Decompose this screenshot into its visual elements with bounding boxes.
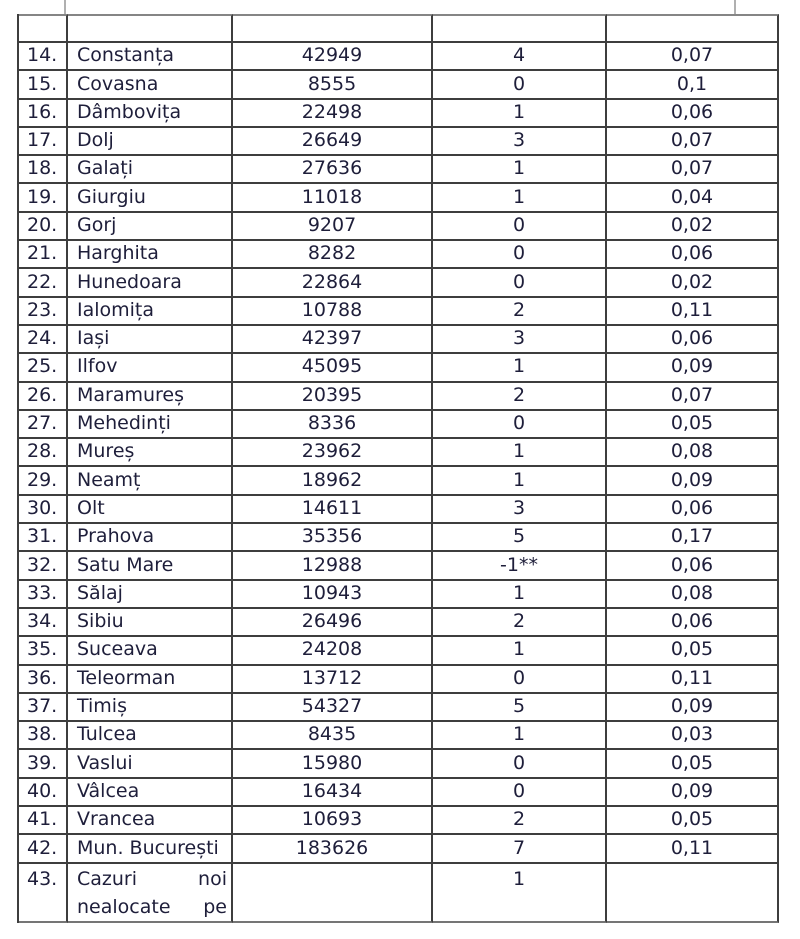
row-number-cell: 16. — [19, 100, 68, 128]
total-cases-cell: 14611 — [233, 496, 433, 524]
incidence-cell: 0,02 — [607, 269, 779, 297]
incidence-cell: 0,09 — [607, 779, 779, 807]
row-number-cell: 35. — [19, 637, 68, 665]
incidence-cell: 0,06 — [607, 326, 779, 354]
total-cases-cell: 10943 — [233, 581, 433, 609]
county-cell: Iași — [68, 326, 233, 354]
county-cell: Mehedinți — [68, 411, 233, 439]
row-number-cell: 31. — [19, 524, 68, 552]
page-crop-mark-left — [64, 0, 66, 15]
total-cases-cell: 8555 — [233, 71, 433, 99]
row-number-cell: 17. — [19, 128, 68, 156]
incidence-cell: 0,09 — [607, 694, 779, 722]
table-row — [19, 552, 779, 580]
total-cases-cell: 18962 — [233, 467, 433, 495]
total-cases-cell: 9207 — [233, 213, 433, 241]
row-number-cell: 30. — [19, 496, 68, 524]
incidence-cell: 0,07 — [607, 383, 779, 411]
new-cases-cell: 3 — [433, 496, 607, 524]
incidence-cell: 0,11 — [607, 298, 779, 326]
row-number-cell: 29. — [19, 467, 68, 495]
county-cell: Covasna — [68, 71, 233, 99]
county-cell: Constanța — [68, 43, 233, 71]
table-row — [19, 864, 779, 923]
header-cell — [433, 14, 607, 43]
table-row — [19, 637, 779, 665]
county-cell: Maramureș — [68, 383, 233, 411]
incidence-cell: 0,06 — [607, 496, 779, 524]
new-cases-cell: 5 — [433, 694, 607, 722]
table-row — [19, 354, 779, 382]
total-cases-cell: 26649 — [233, 128, 433, 156]
new-cases-cell: 1 — [433, 156, 607, 184]
total-cases-cell: 20395 — [233, 383, 433, 411]
new-cases-cell: 2 — [433, 383, 607, 411]
county-cell: Teleorman — [68, 666, 233, 694]
table-row — [19, 100, 779, 128]
total-cases-cell: 26496 — [233, 609, 433, 637]
new-cases-cell: 0 — [433, 750, 607, 778]
county-cell: Suceava — [68, 637, 233, 665]
row-number-cell: 38. — [19, 722, 68, 750]
total-cases-cell: 23962 — [233, 439, 433, 467]
new-cases-cell: 1 — [433, 864, 607, 923]
total-cases-cell: 24208 — [233, 637, 433, 665]
row-number-cell: 42. — [19, 835, 68, 863]
incidence-cell: 0,02 — [607, 213, 779, 241]
incidence-cell: 0,17 — [607, 524, 779, 552]
incidence-cell: 0,11 — [607, 666, 779, 694]
table-row — [19, 722, 779, 750]
table-row — [19, 71, 779, 99]
incidence-cell: 0,06 — [607, 241, 779, 269]
table-row — [19, 43, 779, 71]
table-row — [19, 835, 779, 863]
table-row — [19, 666, 779, 694]
county-cell: Giurgiu — [68, 184, 233, 212]
incidence-cell: 0,08 — [607, 581, 779, 609]
county-cases-table-wrapper — [17, 14, 777, 923]
table-row — [19, 128, 779, 156]
total-cases-cell: 35356 — [233, 524, 433, 552]
total-cases-cell: 13712 — [233, 666, 433, 694]
incidence-cell: 0,06 — [607, 552, 779, 580]
county-cell: Ilfov — [68, 354, 233, 382]
row-number-cell: 20. — [19, 213, 68, 241]
row-number-cell: 43. — [19, 864, 68, 923]
table-row — [19, 524, 779, 552]
row-number-cell: 23. — [19, 298, 68, 326]
county-cell: Dâmbovița — [68, 100, 233, 128]
county-cell: Galați — [68, 156, 233, 184]
total-cases-cell: 27636 — [233, 156, 433, 184]
total-cases-cell: 183626 — [233, 835, 433, 863]
county-cell: Gorj — [68, 213, 233, 241]
row-number-cell: 34. — [19, 609, 68, 637]
new-cases-cell: 5 — [433, 524, 607, 552]
new-cases-cell: -1** — [433, 552, 607, 580]
new-cases-cell: 0 — [433, 71, 607, 99]
table-row — [19, 241, 779, 269]
county-cell: Prahova — [68, 524, 233, 552]
total-cases-cell: 10788 — [233, 298, 433, 326]
new-cases-cell: 2 — [433, 609, 607, 637]
total-cases-cell: 54327 — [233, 694, 433, 722]
table-row — [19, 467, 779, 495]
total-cases-cell: 10693 — [233, 807, 433, 835]
new-cases-cell: 1 — [433, 467, 607, 495]
incidence-cell: 0,09 — [607, 467, 779, 495]
new-cases-cell: 1 — [433, 581, 607, 609]
table-row — [19, 807, 779, 835]
row-number-cell: 41. — [19, 807, 68, 835]
county-cell: Cazuri noi nealocate pe — [68, 864, 233, 923]
row-number-cell: 15. — [19, 71, 68, 99]
row-number-cell: 37. — [19, 694, 68, 722]
county-cell: Vrancea — [68, 807, 233, 835]
table-row — [19, 496, 779, 524]
incidence-cell: 0,05 — [607, 637, 779, 665]
new-cases-cell: 2 — [433, 807, 607, 835]
county-cell: Tulcea — [68, 722, 233, 750]
page-crop-mark-right — [734, 0, 736, 15]
header-row — [19, 14, 779, 43]
header-cell — [233, 14, 433, 43]
county-cell: Vâlcea — [68, 779, 233, 807]
table-row — [19, 326, 779, 354]
incidence-cell: 0,07 — [607, 128, 779, 156]
total-cases-cell: 15980 — [233, 750, 433, 778]
row-number-cell: 40. — [19, 779, 68, 807]
total-cases-cell: 8336 — [233, 411, 433, 439]
row-number-cell: 33. — [19, 581, 68, 609]
header-cell — [607, 14, 779, 43]
table-row — [19, 411, 779, 439]
total-cases-cell: 8435 — [233, 722, 433, 750]
row-number-cell: 18. — [19, 156, 68, 184]
county-cell: Mun. București — [68, 835, 233, 863]
new-cases-cell: 7 — [433, 835, 607, 863]
table-row — [19, 750, 779, 778]
total-cases-cell: 12988 — [233, 552, 433, 580]
county-cases-table — [17, 14, 779, 923]
total-cases-cell: 11018 — [233, 184, 433, 212]
total-cases-cell: 42397 — [233, 326, 433, 354]
new-cases-cell: 3 — [433, 326, 607, 354]
row-number-cell: 26. — [19, 383, 68, 411]
new-cases-cell: 3 — [433, 128, 607, 156]
incidence-cell: 0,05 — [607, 807, 779, 835]
incidence-cell: 0,07 — [607, 156, 779, 184]
table-row — [19, 298, 779, 326]
new-cases-cell: 1 — [433, 100, 607, 128]
incidence-cell: 0,05 — [607, 750, 779, 778]
county-cell: Dolj — [68, 128, 233, 156]
total-cases-cell: 16434 — [233, 779, 433, 807]
county-cell: Vaslui — [68, 750, 233, 778]
new-cases-cell: 0 — [433, 213, 607, 241]
table-row — [19, 779, 779, 807]
incidence-cell: 0,07 — [607, 43, 779, 71]
total-cases-cell: 42949 — [233, 43, 433, 71]
incidence-cell: 0,06 — [607, 100, 779, 128]
header-cell — [19, 14, 68, 43]
table-row — [19, 184, 779, 212]
incidence-cell: 0,04 — [607, 184, 779, 212]
table-row — [19, 694, 779, 722]
row-number-cell: 24. — [19, 326, 68, 354]
table-row — [19, 213, 779, 241]
new-cases-cell: 1 — [433, 184, 607, 212]
table-row — [19, 439, 779, 467]
incidence-cell: 0,06 — [607, 609, 779, 637]
incidence-cell: 0,03 — [607, 722, 779, 750]
total-cases-cell: 8282 — [233, 241, 433, 269]
total-cases-cell: 45095 — [233, 354, 433, 382]
new-cases-cell: 2 — [433, 298, 607, 326]
incidence-cell: 0,08 — [607, 439, 779, 467]
row-number-cell: 36. — [19, 666, 68, 694]
county-cell: Olt — [68, 496, 233, 524]
row-number-cell: 22. — [19, 269, 68, 297]
table-row — [19, 609, 779, 637]
new-cases-cell: 0 — [433, 666, 607, 694]
new-cases-cell: 1 — [433, 354, 607, 382]
incidence-cell: 0,11 — [607, 835, 779, 863]
total-cases-cell: 22864 — [233, 269, 433, 297]
new-cases-cell: 0 — [433, 779, 607, 807]
county-cell: Timiș — [68, 694, 233, 722]
incidence-cell: 0,05 — [607, 411, 779, 439]
new-cases-cell: 4 — [433, 43, 607, 71]
table-row — [19, 581, 779, 609]
table-row — [19, 269, 779, 297]
row-number-cell: 27. — [19, 411, 68, 439]
incidence-cell — [607, 864, 779, 923]
county-cell: Sibiu — [68, 609, 233, 637]
county-cell: Neamț — [68, 467, 233, 495]
table-row — [19, 156, 779, 184]
new-cases-cell: 1 — [433, 722, 607, 750]
county-cell: Ialomița — [68, 298, 233, 326]
county-cell: Sălaj — [68, 581, 233, 609]
new-cases-cell: 0 — [433, 269, 607, 297]
row-number-cell: 14. — [19, 43, 68, 71]
row-number-cell: 19. — [19, 184, 68, 212]
total-cases-cell: 22498 — [233, 100, 433, 128]
county-cell: Hunedoara — [68, 269, 233, 297]
total-cases-cell — [233, 864, 433, 923]
row-number-cell: 21. — [19, 241, 68, 269]
new-cases-cell: 1 — [433, 637, 607, 665]
new-cases-cell: 0 — [433, 411, 607, 439]
county-cell: Harghita — [68, 241, 233, 269]
incidence-cell: 0,09 — [607, 354, 779, 382]
incidence-cell: 0,1 — [607, 71, 779, 99]
table-row — [19, 383, 779, 411]
row-number-cell: 39. — [19, 750, 68, 778]
row-number-cell: 32. — [19, 552, 68, 580]
county-cell: Mureș — [68, 439, 233, 467]
county-cell: Satu Mare — [68, 552, 233, 580]
new-cases-cell: 0 — [433, 241, 607, 269]
new-cases-cell: 1 — [433, 439, 607, 467]
row-number-cell: 28. — [19, 439, 68, 467]
row-number-cell: 25. — [19, 354, 68, 382]
header-cell — [68, 14, 233, 43]
